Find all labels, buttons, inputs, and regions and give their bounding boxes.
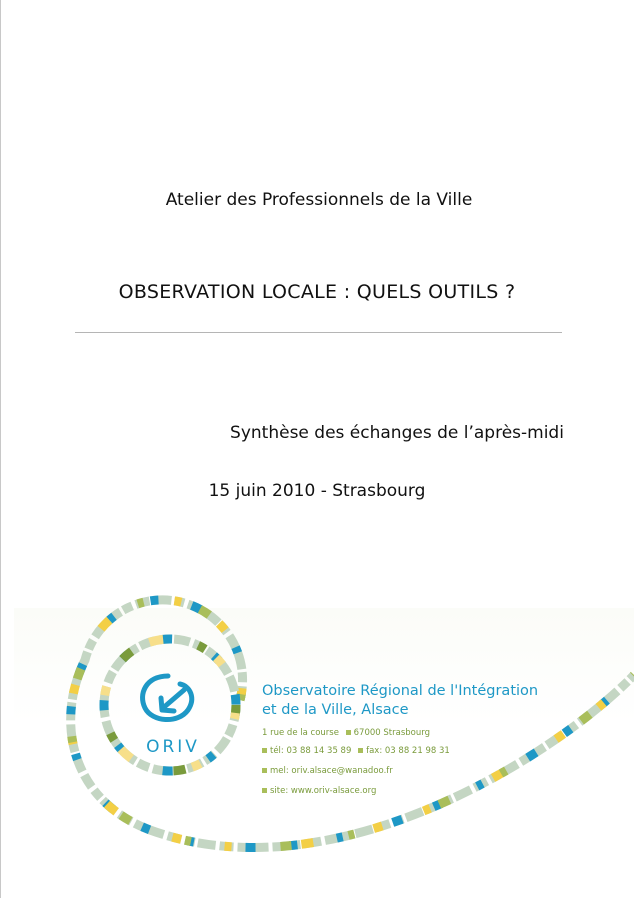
website: site: www.oriv-alsace.org bbox=[270, 786, 377, 796]
org-name-line2: et de la Ville, Alsace bbox=[262, 702, 409, 718]
bullet-square-icon bbox=[358, 748, 363, 753]
fax-number: fax: 03 88 21 98 31 bbox=[366, 746, 450, 756]
contact-mail bbox=[262, 766, 393, 776]
bullet-square-icon bbox=[346, 730, 351, 735]
bullet-square-icon bbox=[262, 748, 267, 753]
bullet-square-icon bbox=[262, 768, 267, 773]
org-name-line1: Observatoire Régional de l'Intégration bbox=[262, 683, 539, 699]
contact-phone bbox=[262, 746, 450, 756]
address-street: 1 rue de la course bbox=[262, 728, 339, 738]
contact-address bbox=[262, 728, 430, 738]
synthesis-subtitle: Synthèse des échanges de l’après-midi bbox=[230, 423, 564, 443]
event-date: 15 juin 2010 - Strasbourg bbox=[208, 481, 426, 501]
workshop-heading: Atelier des Professionnels de la Ville bbox=[165, 190, 473, 210]
phone-number: tél: 03 88 14 35 89 bbox=[270, 746, 352, 756]
document-title: OBSERVATION LOCALE : QUELS OUTILS ? bbox=[118, 281, 516, 303]
contact-site bbox=[262, 786, 376, 796]
mail-address: mel: oriv.alsace@wanadoo.fr bbox=[270, 766, 393, 776]
bullet-square-icon bbox=[262, 788, 267, 793]
oriv-logo-icon bbox=[143, 676, 192, 720]
oriv-logo-text: ORIV bbox=[146, 737, 200, 757]
address-city: 67000 Strasbourg bbox=[353, 728, 430, 738]
